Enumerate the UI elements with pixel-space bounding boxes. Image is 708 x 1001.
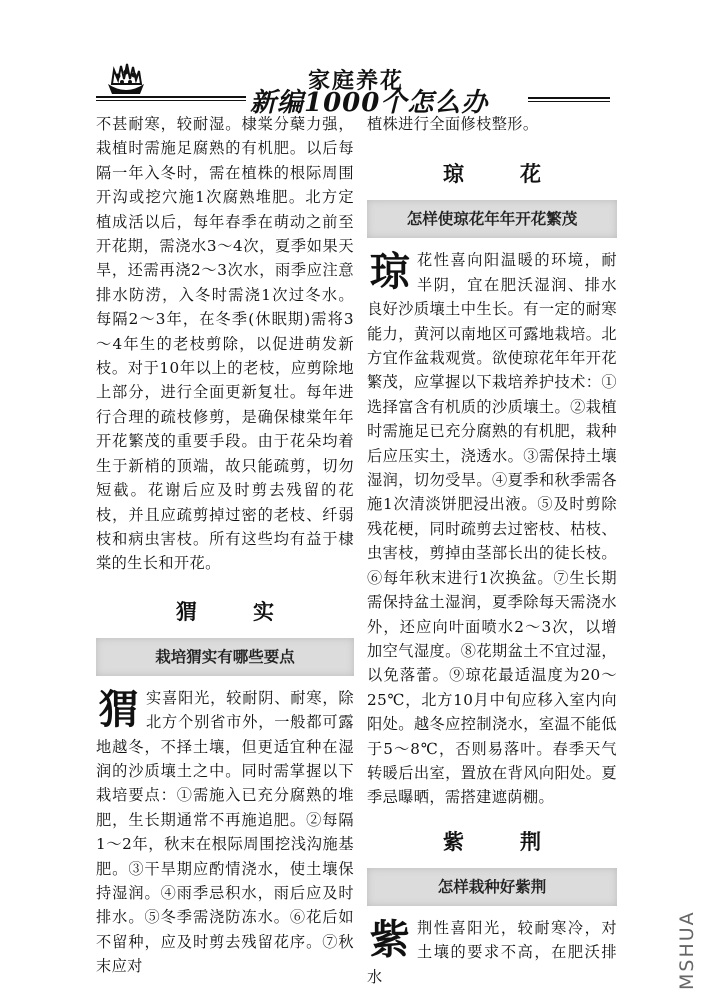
section-title-qionghua: 琼花 — [443, 161, 597, 187]
section-body: 紫荆性喜阳光，较耐寒冷，对土壤的要求不高，在肥沃排水 — [367, 916, 617, 986]
right-column — [367, 112, 617, 989]
header-rule — [96, 100, 246, 101]
section-body: 琼花性喜向阳温暖的环境，耐半阴，宜在肥沃湿润、排水良好沙质壤土中生长。有一定的耐寒能力，黄河以南地区可露地栽培。北方宜作盆栽观赏。欲使琼花年年开花繁茂，应掌握以下栽培养护技术：①选择富含有机质的沙质壤土。②栽植时需施足已充分腐熟的有机肥，栽种后应压实土，浇透水。③需保持土壤湿润，切勿受旱。④夏季和秋季需各施1次清淡饼肥浸出液。⑤及时剪除残花梗，同时疏剪去过密枝、枯枝、虫害枝，剪掉由茎部长出的徒长枝。⑥每年秋末进行1次换盆。⑦生长期需保持盆土湿润，夏季除每天需浇水外，还应向叶面喷水2～3次，以增加空气湿度。⑧花期盆土不宜过湿，以免落蕾。⑨琼花最适温度为20～25℃，北方10月中旬应移入室内向阳处。越冬应控制浇水，室温不能低于5～8℃，否则易落叶。春季天气转暖后出室，置放在背风向阳处。夏季忌曝晒，需搭建遮荫棚。 — [367, 249, 617, 807]
section-title-zijing: 紫荆 — [443, 828, 597, 854]
flower-basket-icon — [104, 62, 148, 96]
header-rule — [96, 96, 246, 98]
book-title: 新编1000个怎么办 — [250, 88, 489, 118]
continued-paragraph: 不甚耐寒，较耐湿。棣棠分蘖力强，栽植时需施足腐熟的有机肥。以后每隔一年入冬时，需在植株的根际周围开沟或挖穴施1次腐熟堆肥。北方定植成活以后，每年春季在萌动之前至开花期，需浇水3～4次，夏季如果天旱，还需再浇2～3次水，雨季应注意排水防涝，入冬时需浇1次过冬水。每隔2～3年，在冬季(休眠期)需将3～4年生的老枝剪除，以促进萌发新枝。对于10年以上的老枝，应剪除地上部分，进行全面更新复壮。每年进行合理的疏枝修剪，是确保棣棠年年开花繁茂的重要手段。由于花朵均着生于新梢的顶端，故只能疏剪，切勿短截。花谢后应及时剪去残留的花枝，并且应疏剪掉过密的老枝、纤弱枝和病虫害枝。所有这些均有益于棣棠的生长和开花。 — [96, 115, 354, 573]
drop-cap: 琼 — [369, 249, 411, 296]
header-rule — [528, 101, 610, 102]
drop-cap: 紫 — [369, 916, 411, 963]
header-rule — [528, 97, 610, 99]
section-title-weishi: 猬实 — [176, 598, 330, 624]
drop-cap: 猬 — [98, 686, 140, 733]
question-banner: 怎样栽种好紫荆 — [367, 868, 617, 906]
page-header — [0, 0, 708, 120]
continued-paragraph: 植株进行全面修枝整形。 — [367, 115, 539, 133]
section-body: 猬实喜阳光，较耐阴、耐寒，除北方个别省市外，一般都可露地越冬，不择土壤，但更适宜种在湿润的沙质壤土之中。同时需掌握以下栽培要点：①需施入已充分腐熟的堆肥，生长期通常不再施追肥。②每隔1～2年，秋末在根际周围挖浅沟施基肥。③干旱期应酌情浇水，使土壤保持湿润。④雨季忌积水，雨后应及时排水。⑤冬季需浇防冻水。⑥花后如不留种，应及时剪去残留花序。⑦秋末应对 — [96, 686, 354, 976]
watermark: MSHUA — [676, 910, 698, 990]
question-banner: 怎样使琼花年年开花繁茂 — [367, 200, 617, 238]
book-subtitle: 家庭养花 — [308, 68, 405, 94]
question-banner: 栽培猬实有哪些要点 — [96, 638, 354, 676]
left-column — [96, 112, 354, 979]
